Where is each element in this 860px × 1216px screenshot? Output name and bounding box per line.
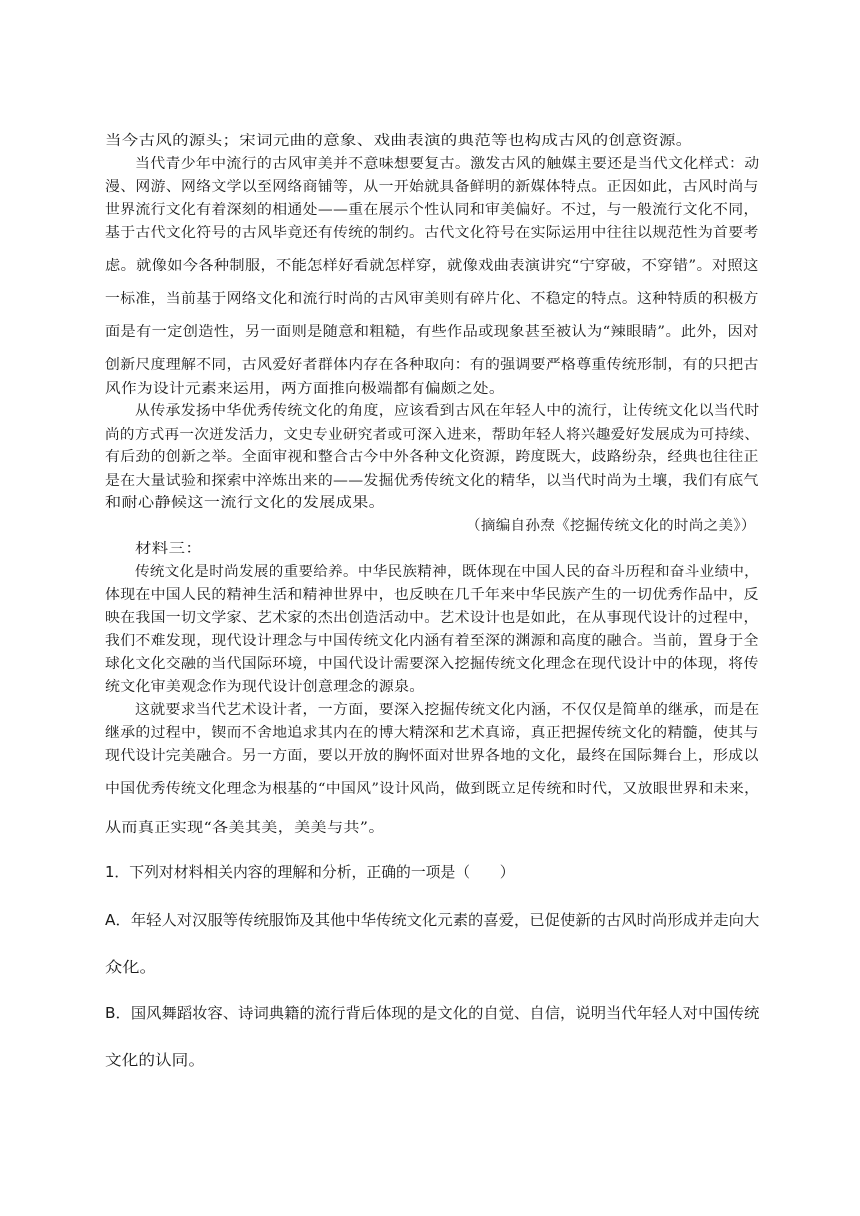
text-line: 面是有一定创造性，另一面则是随意和粗糙，有些作品或现象甚至被认为“辣眼睛”。此外，因对 [105,324,759,340]
question-stem: 1．下列对材料相关内容的理解和分析，正确的一项是（ ） [105,863,515,881]
text-line: 创新尺度理解不同，古风爱好者群体内存在各种取向：有的强调要严格尊重传统形制，有的只把古 [105,357,759,373]
text-line: 现代设计完美融合。另一方面，要以开放的胸怀面对世界各地的文化，最终在国际舞台上，形成以 [105,748,759,764]
text-line: 球化文化交融的当代国际环境，中国代设计需要深入挖掘传统文化理念在现代设计中的体现，将传 [105,656,759,672]
source-citation: （摘编自孙焘《挖掘传统文化的时尚之美》） [466,518,756,534]
text-line: 统文化审美观念作为现代设计创意理念的源泉。 [105,679,425,695]
text-line: 有后劲的创新之举。全面审视和整合古今中外各种文化资源，跨度既大，歧路纷杂，经典也往往正 [105,449,759,465]
option-a-continued[interactable]: 众化。 [105,958,157,976]
text-line: 当今古风的源头；宋词元曲的意象、戏曲表演的典范等也构成古风的创意资源。 [105,133,693,149]
text-line: 继承的过程中，锲而不舍地追求其内在的博大精深和艺术真谛，真正把握传统文化的精髓，使其与 [105,725,759,741]
text-line: 风作为设计元素来运用，两方面推向极端都有偏颇之处。 [105,381,505,397]
text-line: 这就要求当代艺术设计者，一方面，要深入挖掘传统文化内涵，不仅仅是简单的继承，而是在 [135,702,760,718]
text-line: 从而真正实现“各美其美，美美与共”。 [105,820,385,836]
text-line: 中国优秀传统文化理念为根基的“中国风”设计风尚，做到既立足传统和时代，又放眼世界和未来， [105,781,760,797]
text-line: 传统文化是时尚发展的重要给养。中华民族精神，既体现在中国人民的奋斗历程和奋斗业绩中， [135,564,760,580]
text-line: 漫、网游、网络文学以至网络商铺等，从一开始就具备鲜明的新媒体特点。正因如此，古风时尚与 [105,179,759,195]
option-a[interactable]: A．年轻人对汉服等传统服饰及其他中华传统文化元素的喜爱，已促使新的古风时尚形成并走向大 [105,911,760,929]
text-line: 体现在中国人民的精神生活和精神世界中，也反映在几千年来中华民族产生的一切优秀作品中，反 [105,587,759,603]
text-line: 基于古代文化符号的古风毕竟还有传统的制约。古代文化符号在实际运用中往往以规范性为首要考 [105,225,759,241]
text-line: 映在我国一切文学家、艺术家的杰出创造活动中。艺术设计也是如此，在从事现代设计的过程中， [105,610,759,626]
text-line: 虑。就像如今各种制服，不能怎样好看就怎样穿，就像戏曲表演讲究“宁穿破，不穿错”。对照这 [105,258,759,274]
section-heading: 材料三： [135,541,203,557]
text-line: 世界流行文化有着深刻的相通处——重在展示个性认同和审美偏好。不过，与一般流行文化不同， [105,202,759,218]
text-line: 尚的方式再一次迸发活力，文史专业研究者或可深入进来，帮助年轻人将兴趣爱好发展成为可持续、 [105,427,760,443]
text-line: 和耐心静候这一流行文化的发展成果。 [105,495,386,511]
text-line: 当代青少年中流行的古风审美并不意味想要复古。激发古风的触媒主要还是当代文化样式：动 [135,156,760,172]
text-line: 我们不难发现，现代设计理念与中国传统文化内涵有着至深的渊源和高度的融合。当前，置身于全 [105,633,759,649]
text-line: 一标准，当前基于网络文化和流行时尚的古风审美则有碎片化、不稳定的特点。这种特质的积极方 [105,291,759,307]
option-b-continued[interactable]: 文化的认同。 [105,1051,206,1069]
option-b[interactable]: B．国风舞蹈妆容、诗词典籍的流行背后体现的是文化的自觉、自信，说明当代年轻人对中国传统 [105,1004,760,1022]
text-line: 是在大量试验和探索中淬炼出来的——发掘优秀传统文化的精华，以当代时尚为土壤，我们有底气 [105,473,759,489]
text-line: 从传承发扬中华优秀传统文化的角度，应该看到古风在年轻人中的流行，让传统文化以当代时 [135,403,760,419]
